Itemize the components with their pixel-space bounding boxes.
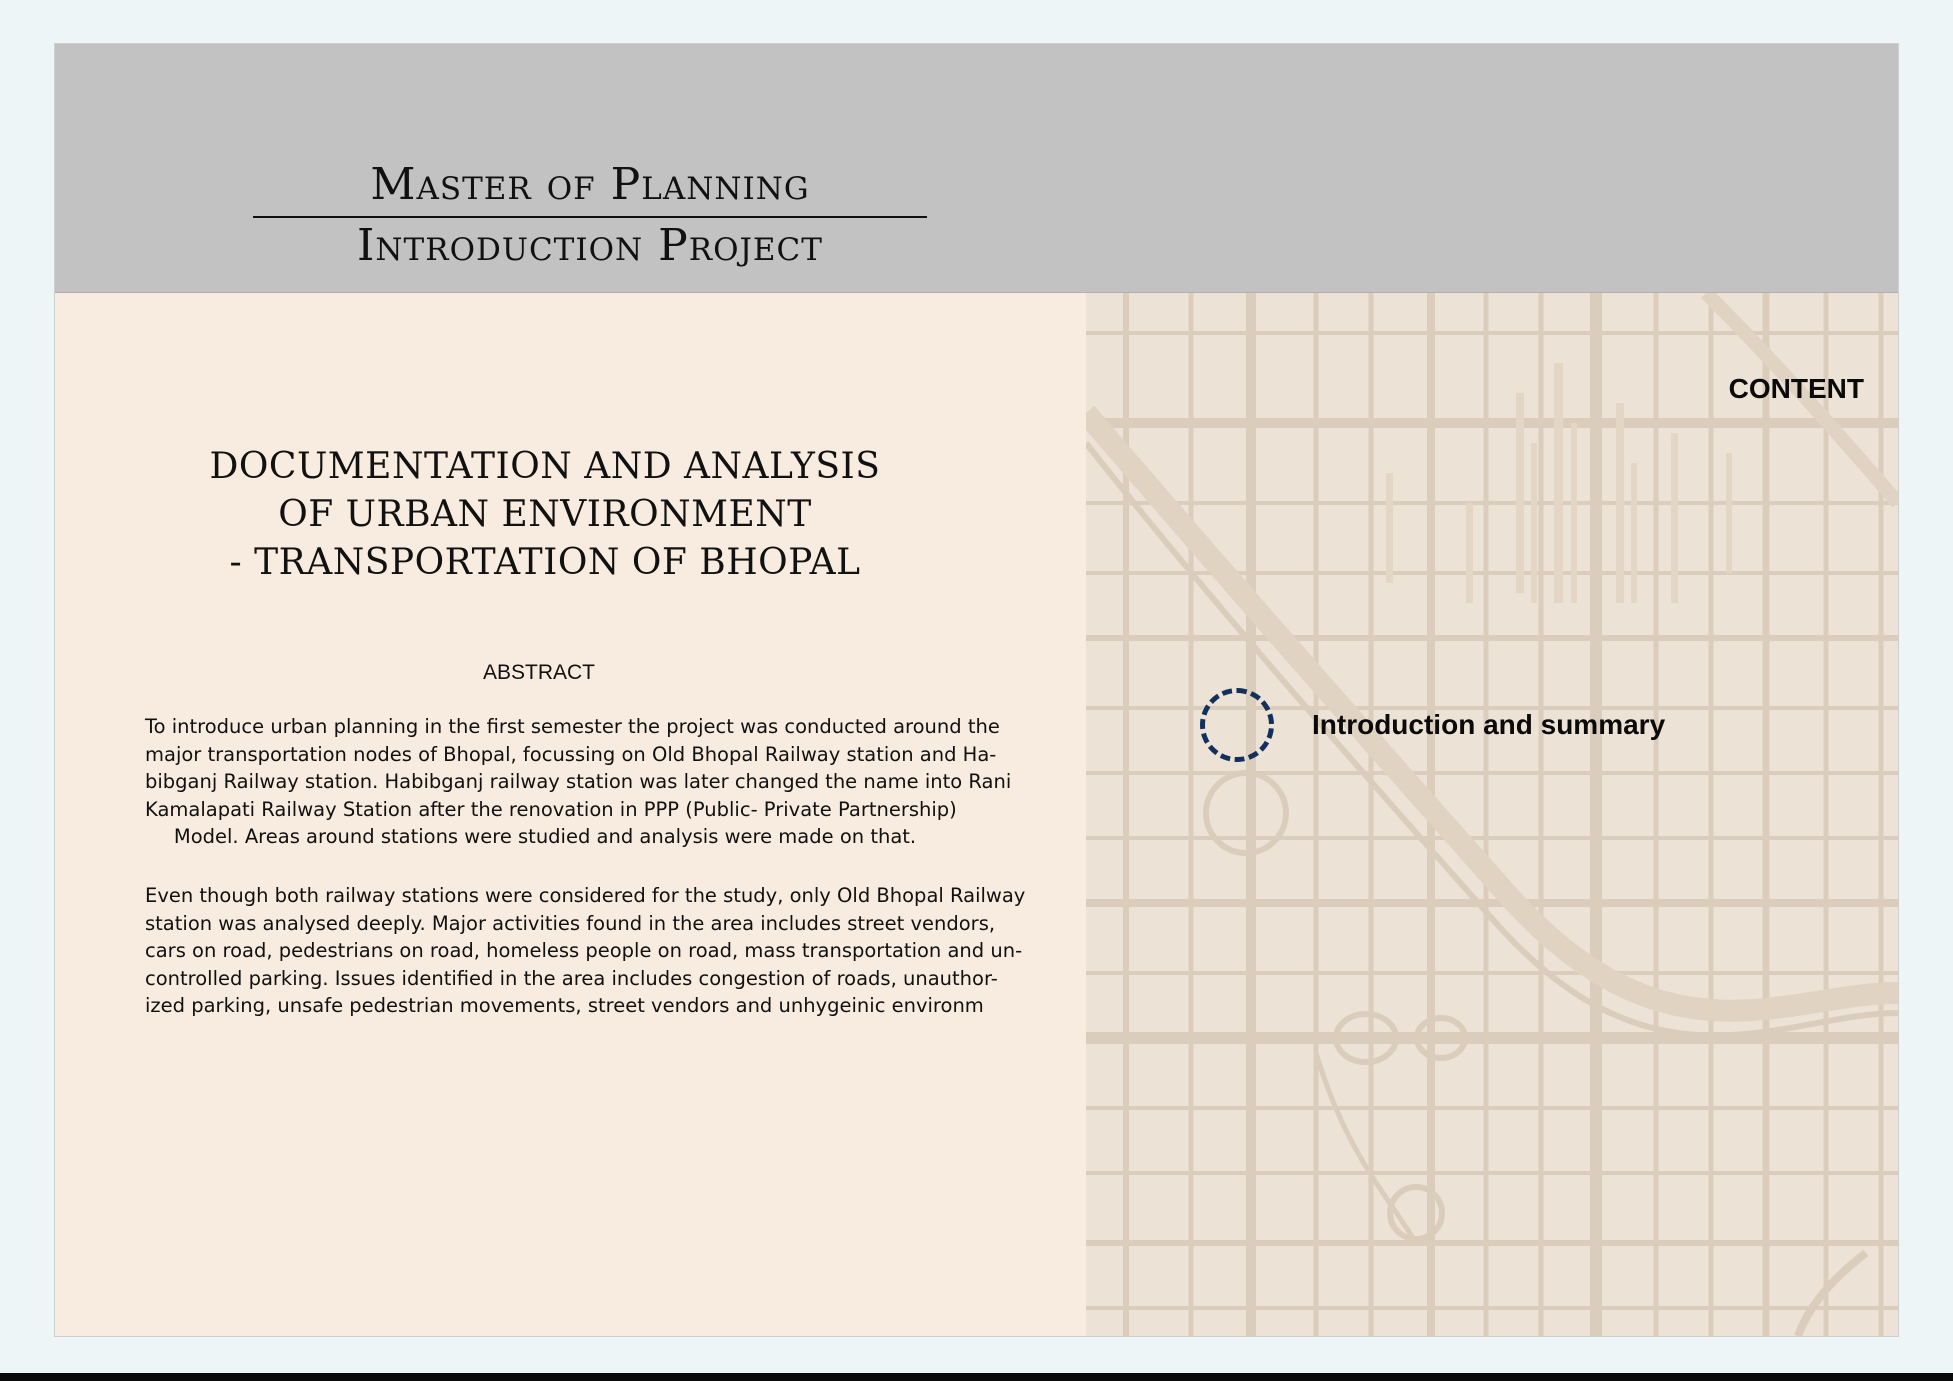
- paragraph-line: major transportation nodes of Bhopal, focussing on Old Bhopal Railway station and Ha-: [145, 742, 997, 766]
- content-item-label: Introduction and summary: [1312, 709, 1666, 740]
- document-title-line: OF URBAN ENVIRONMENT: [278, 494, 812, 535]
- bottom-edge-bar: [0, 1373, 1953, 1381]
- project-subtitle: Introduction Project: [357, 220, 823, 271]
- abstract-paragraph-1: [145, 713, 1012, 851]
- city-map-background: [1086, 293, 1898, 1336]
- abstract-heading: ABSTRACT: [482, 661, 595, 684]
- street-grid-image: [1086, 293, 1898, 1336]
- paragraph-line: bibganj Railway station. Habibganj railway station was later changed the name into Rani: [145, 770, 1012, 793]
- paragraph-line: ized parking, unsafe pedestrian movements, street vendors and unhygeinic environm: [145, 994, 984, 1017]
- header-band: [55, 44, 1898, 293]
- paragraph-line: cars on road, pedestrians on road, homeless people on road, mass transportation and un-: [145, 939, 1023, 962]
- document-title: [175, 443, 915, 587]
- document-title-line: DOCUMENTATION AND ANALYSIS: [209, 446, 881, 487]
- paragraph-line: To introduce urban planning in the first semester the project was conducted around the: [145, 715, 1000, 738]
- abstract-paragraph-2: [145, 882, 1026, 1020]
- presentation-slide: [54, 43, 1899, 1337]
- paragraph-line: Even though both railway stations were considered for the study, only Old Bhopal Railway: [145, 884, 1026, 907]
- program-title: Master of Planning: [370, 159, 810, 210]
- paragraph-line: station was analysed deeply. Major activities found in the area includes street vendors,: [145, 911, 996, 935]
- abstract-panel: [55, 293, 1086, 1336]
- content-item-introduction[interactable]: [1200, 685, 1665, 765]
- paragraph-line: Kamalapati Railway Station after the renovation in PPP (Public- Private Partnership): [145, 797, 957, 821]
- content-heading: CONTENT: [1728, 373, 1864, 404]
- paragraph-line: controlled parking. Issues identified in the area includes congestion of roads, unauthor-: [145, 966, 998, 990]
- document-title-line: - TRANSPORTATION OF BHOPAL: [229, 542, 861, 583]
- dashed-circle-icon: [1200, 688, 1274, 762]
- paragraph-line: Model. Areas around stations were studied and analysis were made on that.: [173, 825, 917, 848]
- header-divider: [253, 216, 927, 218]
